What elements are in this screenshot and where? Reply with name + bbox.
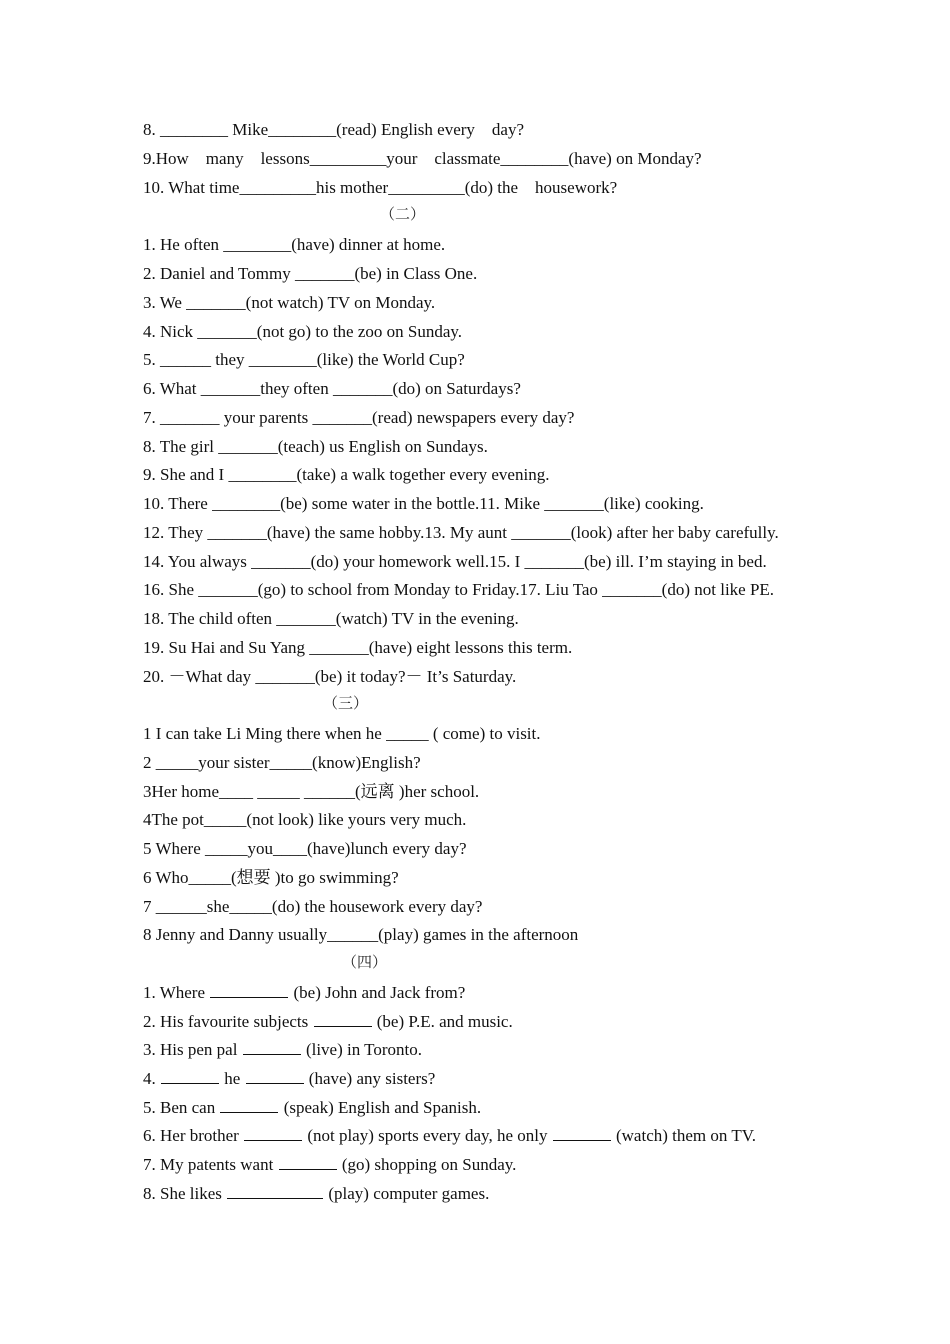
s4-item-text: he	[220, 1069, 245, 1088]
s4-item-text: 6. Her brother	[143, 1126, 244, 1145]
s3-item: 6 Who_____(想要 )to go swimming?	[143, 868, 399, 887]
s4-item-text: 1. Where	[143, 983, 210, 1002]
s2-item: 8. The girl _______(teach) us English on Sundays.	[143, 437, 488, 456]
answer-blank	[553, 1124, 611, 1141]
s4-item	[143, 1153, 516, 1177]
answer-blank	[161, 1067, 219, 1084]
s4-item-text: 2. His favourite subjects	[143, 1012, 313, 1031]
s4-item-text: (watch) them on TV.	[611, 1126, 757, 1145]
s4-item-text: (live) in Toronto.	[301, 1040, 422, 1059]
s4-item-text: (not play) sports every day, he only	[303, 1126, 552, 1145]
s4-item	[143, 1038, 422, 1062]
s4-item	[143, 1096, 481, 1120]
s2-item: 18. The child often _______(watch) TV in the evening.	[143, 609, 519, 628]
s2-item: 10. There ________(be) some water in the bottle.11. Mike _______(like) cooking.	[143, 494, 704, 513]
s4-item-text: (have) any sisters?	[304, 1069, 436, 1088]
s4-item	[143, 1182, 489, 1206]
s4-item	[143, 1067, 435, 1091]
s2-item: 1. He often ________(have) dinner at home.	[143, 235, 446, 254]
section-2-heading: （二）	[380, 207, 426, 223]
s3-item: 5 Where _____you____(have)lunch every day?	[143, 839, 467, 858]
section-4-heading: （四）	[342, 955, 388, 971]
s4-item	[143, 1124, 756, 1148]
s4-item-text: (be) John and Jack from?	[289, 983, 466, 1002]
answer-blank	[244, 1124, 302, 1141]
s4-item-text: (go) shopping on Sunday.	[337, 1155, 517, 1174]
s4-item	[143, 1010, 513, 1034]
s3-item: 7 ______she_____(do) the housework every day?	[143, 897, 483, 916]
s3-item: 3Her home____ _____ ______(远离 )her school.	[143, 782, 480, 801]
s4-item-text: 4.	[143, 1069, 160, 1088]
answer-blank	[210, 981, 288, 998]
s2-item: 9. She and I ________(take) a walk together every evening.	[143, 465, 550, 484]
answer-blank	[227, 1182, 323, 1199]
s3-item: 4The pot_____(not look) like yours very much.	[143, 810, 467, 829]
s2-item: 19. Su Hai and Su Yang _______(have) eight lessons this term.	[143, 638, 573, 657]
s4-item-text: 8. She likes	[143, 1184, 227, 1203]
s4-item-text: (speak) English and Spanish.	[279, 1098, 482, 1117]
s4-item-text: 7. My patents want	[143, 1155, 278, 1174]
s1-item-9: 9.How many lessons_________your classmate________(have) on Monday?	[143, 149, 702, 168]
s1-item-8: 8. ________ Mike________(read) English every day?	[143, 120, 524, 139]
answer-blank	[243, 1038, 301, 1055]
s3-item: 8 Jenny and Danny usually______(play) games in the afternoon	[143, 925, 579, 944]
s3-item: 2 _____your sister_____(know)English?	[143, 753, 421, 772]
answer-blank	[220, 1096, 278, 1113]
s2-item: 14. You always _______(do) your homework well.15. I _______(be) ill. I’m staying in bed.	[143, 552, 767, 571]
s2-item: 7. _______ your parents _______(read) newspapers every day?	[143, 408, 575, 427]
section-3-heading: （三）	[323, 696, 369, 712]
s4-item-text: (be) P.E. and music.	[372, 1012, 513, 1031]
answer-blank	[279, 1153, 337, 1170]
s4-item-text: (play) computer games.	[324, 1184, 490, 1203]
s4-item-text: 3. His pen pal	[143, 1040, 242, 1059]
s3-item: 1 I can take Li Ming there when he _____ ( come) to visit.	[143, 724, 541, 743]
s1-item-10: 10. What time_________his mother_________(do) the housework?	[143, 178, 618, 197]
s2-item: 12. They _______(have) the same hobby.13. My aunt _______(look) after her baby carefully.	[143, 523, 779, 542]
s2-item: 2. Daniel and Tommy _______(be) in Class One.	[143, 264, 478, 283]
s4-item	[143, 981, 465, 1005]
s2-item: 20. －What day _______(be) it today?－ It’s Saturday.	[143, 667, 517, 686]
answer-blank	[314, 1010, 372, 1027]
s2-item: 5. ______ they ________(like) the World Cup?	[143, 350, 465, 369]
s2-item: 3. We _______(not watch) TV on Monday.	[143, 293, 436, 312]
s2-item: 4. Nick _______(not go) to the zoo on Sunday.	[143, 322, 463, 341]
s2-item: 16. She _______(go) to school from Monday to Friday.17. Liu Tao _______(do) not like PE.	[143, 580, 775, 599]
answer-blank	[246, 1067, 304, 1084]
s2-item: 6. What _______they often _______(do) on Saturdays?	[143, 379, 521, 398]
s4-item-text: 5. Ben can	[143, 1098, 220, 1117]
